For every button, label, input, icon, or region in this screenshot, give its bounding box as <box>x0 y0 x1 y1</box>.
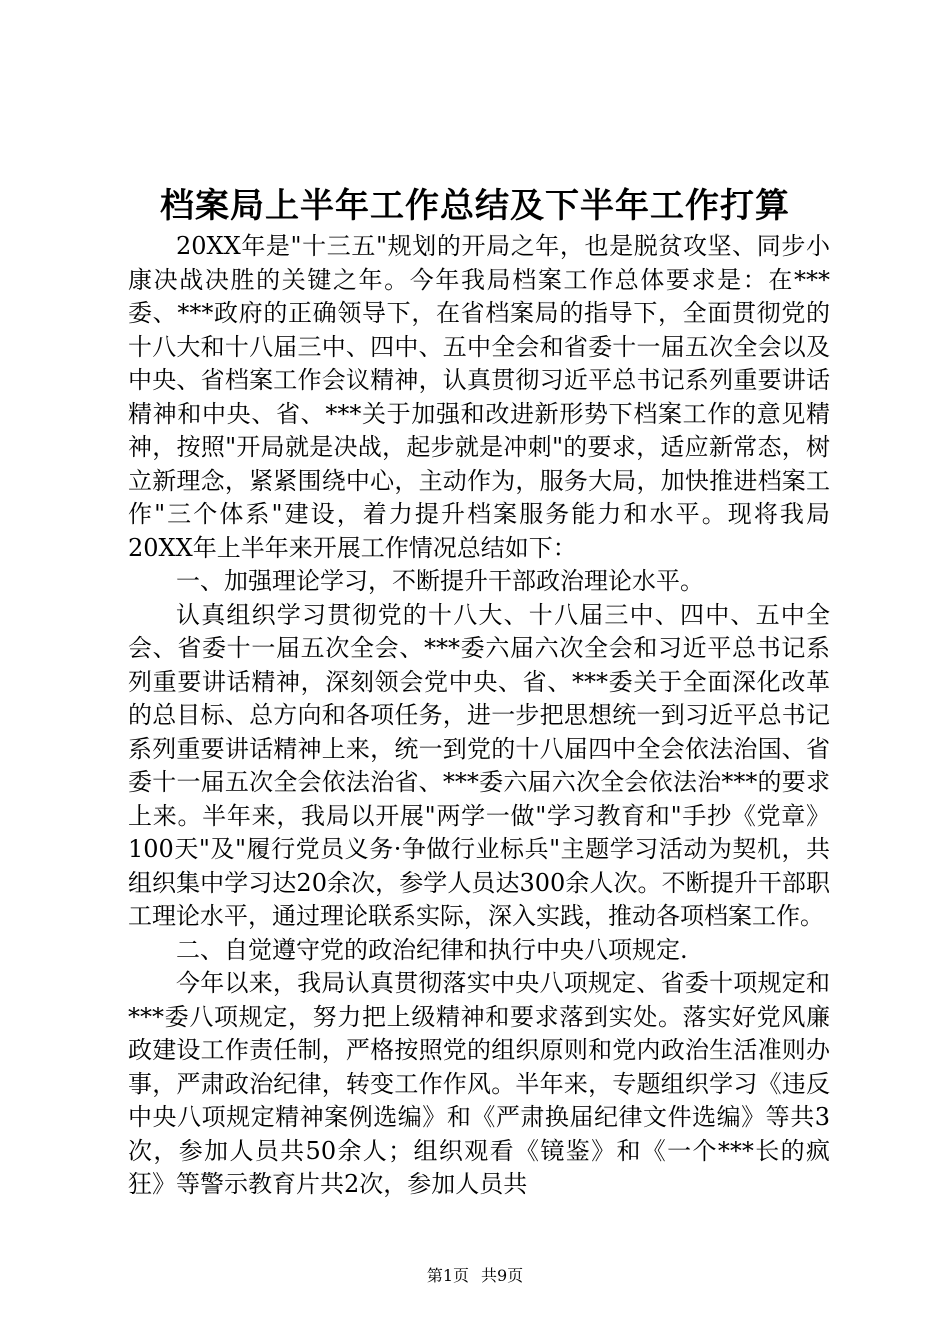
page-number: 第1页 <box>426 1266 469 1285</box>
document-title: 档案局上半年工作总结及下半年工作打算 <box>160 186 790 226</box>
document-body <box>128 230 830 1202</box>
paragraph-intro: 20XX年是"十三五"规划的开局之年，也是脱贫攻坚、同步小康决战决胜的关键之年。今年我局档案工作总体要求是：在***委、***政府的正确领导下，在省档案局的指导下，全面贯彻党的十八大和十八届三中、四中、五中全会和省委十一届五次全会以及中央、省档案工作会议精神，认真贯彻习近平总书记系列重要讲话精神和中央、省、***关于加强和改进新形势下档案工作的意见精神，按照"开局就是决战，起步就是冲刺"的要求，适应新常态，树立新理念，紧紧围绕中心，主动作为，服务大局，加快推进档案工作"三个体系"建设，着力提升档案服务能力和水平。现将我局20XX年上半年来开展工作情况总结如下： <box>128 232 830 562</box>
section-heading-1: 一、加强理论学习，不断提升干部政治理论水平。 <box>176 567 704 595</box>
page-footer <box>0 1266 950 1286</box>
page-total: 共9页 <box>481 1266 524 1285</box>
section-heading-2: 二、自觉遵守党的政治纪律和执行中央八项规定. <box>176 935 688 964</box>
paragraph-section-1: 认真组织学习贯彻党的十八大、十八届三中、四中、五中全会、省委十一届五次全会、***委六届六次全会和习近平总书记系列重要讲话精神，深刻领会党中央、省、***委关于全面深化改革的总目标、总方向和各项任务，进一步把思想统一到习近平总书记系列重要讲话精神上来，统一到党的十八届四中全会依法治国、省委十一届五次全会依法治省、***委六届六次全会依法治***的要求上来。半年来，我局以开展"两学一做"学习教育和"手抄《党章》100天"及"履行党员义务·争做行业标兵"主题学习活动为契机，共组织集中学习达20余次，参学人员达300余人次。不断提升干部职工理论水平，通过理论联系实际，深入实践，推动各项档案工作。 <box>128 600 830 930</box>
paragraph-section-2: 今年以来，我局认真贯彻落实中央八项规定、省委十项规定和***委八项规定，努力把上级精神和要求落到实处。落实好党风廉政建设工作责任制，严格按照党的组织原则和党内政治生活准则办事，严肃政治纪律，转变工作作风。半年来，专题组织学习《违反中央八项规定精神案例选编》和《严肃换届纪律文件选编》等共3次，参加人员共50余人；组织观看《镜鉴》和《一个***长的疯狂》等警示教育片共2次，参加人员共 <box>128 969 830 1198</box>
